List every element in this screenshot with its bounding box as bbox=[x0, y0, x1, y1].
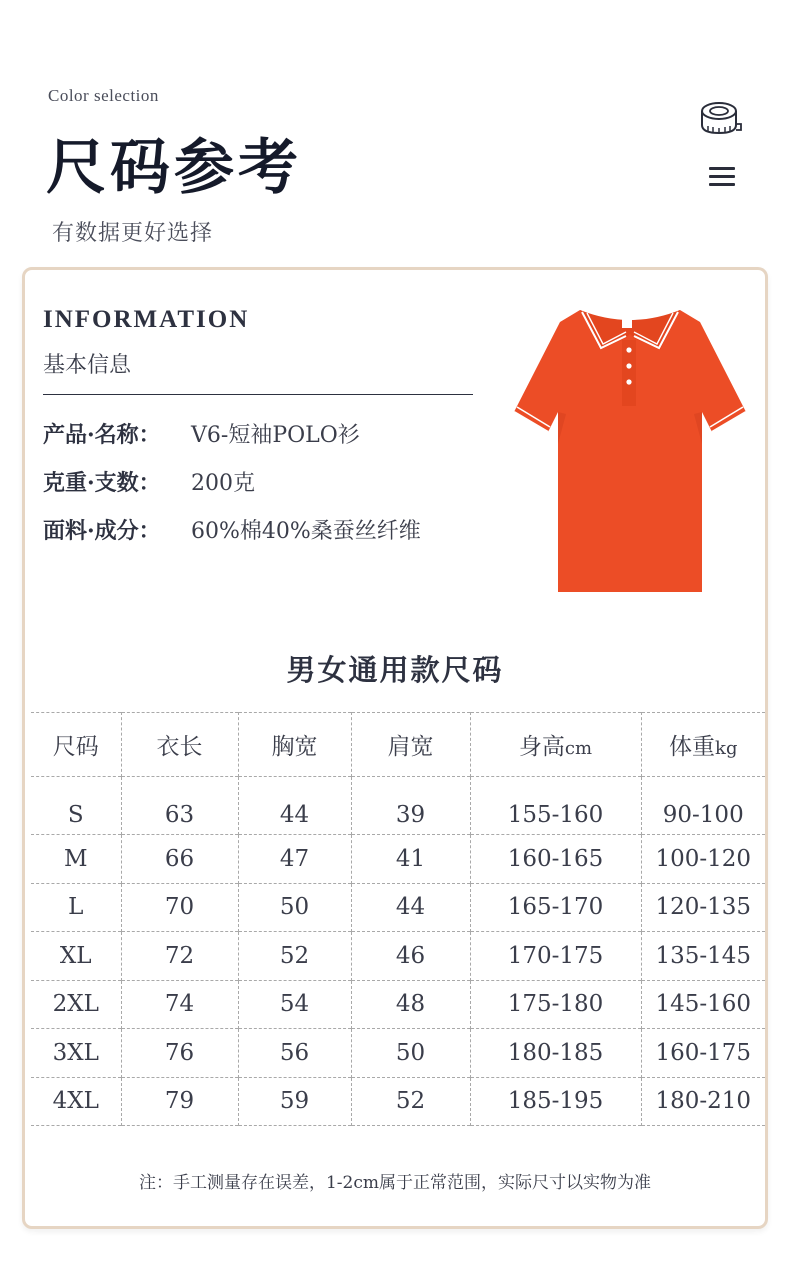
size-table bbox=[31, 712, 765, 1126]
table-cell: 66 bbox=[121, 835, 238, 884]
spec-value: 60%棉40%桑蚕丝纤维 bbox=[191, 519, 421, 544]
table-cell: L bbox=[68, 894, 84, 921]
table-cell: 50 bbox=[238, 883, 351, 932]
table-cell: 145-160 bbox=[641, 980, 765, 1029]
table-cell: 180-185 bbox=[470, 1029, 641, 1078]
table-cell: 74 bbox=[121, 980, 238, 1029]
table-cell: 160-175 bbox=[641, 1029, 765, 1078]
table-cell: 155-160 bbox=[470, 777, 641, 835]
table-cell: 47 bbox=[238, 835, 351, 884]
column-header: 体重kg bbox=[641, 713, 765, 777]
table-cell: 54 bbox=[238, 980, 351, 1029]
table-row bbox=[31, 980, 765, 1029]
subtitle-en: Color selection bbox=[48, 86, 159, 105]
info-card bbox=[22, 267, 768, 1229]
table-cell: 2XL bbox=[52, 991, 99, 1018]
table-cell: 63 bbox=[121, 777, 238, 835]
column-header: 衣长 bbox=[121, 713, 238, 777]
table-cell: 180-210 bbox=[641, 1077, 765, 1126]
spec-value: V6-短袖POLO衫 bbox=[191, 423, 360, 448]
table-row bbox=[31, 1077, 765, 1126]
tape-measure-icon bbox=[700, 100, 742, 138]
table-cell: 72 bbox=[121, 932, 238, 981]
table-cell: 41 bbox=[351, 835, 470, 884]
column-header: 肩宽 bbox=[351, 713, 470, 777]
table-cell: 160-165 bbox=[470, 835, 641, 884]
table-cell: M bbox=[63, 845, 88, 872]
table-cell: 48 bbox=[351, 980, 470, 1029]
table-cell: 59 bbox=[238, 1077, 351, 1126]
table-cell: 4XL bbox=[52, 1088, 99, 1115]
polo-shirt-image bbox=[510, 304, 750, 594]
table-cell: 135-145 bbox=[641, 932, 765, 981]
menu-icon[interactable] bbox=[709, 167, 735, 189]
info-heading: INFORMATION bbox=[43, 306, 250, 333]
table-cell: 90-100 bbox=[641, 777, 765, 835]
table-cell: 46 bbox=[351, 932, 470, 981]
table-cell: 3XL bbox=[52, 1039, 99, 1066]
info-subheading: 基本信息 bbox=[43, 353, 132, 378]
table-cell: 56 bbox=[238, 1029, 351, 1078]
table-cell: 170-175 bbox=[470, 932, 641, 981]
table-cell: 100-120 bbox=[641, 835, 765, 884]
table-cell: 175-180 bbox=[470, 980, 641, 1029]
table-cell: 76 bbox=[121, 1029, 238, 1078]
table-cell: 52 bbox=[351, 1077, 470, 1126]
spec-row-weight bbox=[43, 466, 255, 497]
table-cell: 120-135 bbox=[641, 883, 765, 932]
table-cell: 44 bbox=[238, 777, 351, 835]
table-cell: 79 bbox=[121, 1077, 238, 1126]
table-row bbox=[31, 835, 765, 884]
table-cell: 50 bbox=[351, 1029, 470, 1078]
table-row bbox=[31, 777, 765, 835]
tagline: 有数据更好选择 bbox=[52, 221, 214, 246]
spec-row-fabric bbox=[43, 514, 421, 545]
table-cell: 70 bbox=[121, 883, 238, 932]
table-header-row bbox=[31, 713, 765, 777]
table-cell: 44 bbox=[351, 883, 470, 932]
table-row bbox=[31, 1029, 765, 1078]
divider bbox=[43, 394, 473, 395]
table-cell: S bbox=[67, 801, 84, 828]
table-row bbox=[31, 932, 765, 981]
measurement-note: 注：手工测量存在误差，1-2cm属于正常范围，实际尺寸以实物为准 bbox=[138, 1173, 652, 1193]
column-header: 身高cm bbox=[470, 713, 641, 777]
column-header: 尺码 bbox=[52, 734, 99, 760]
column-header: 胸宽 bbox=[238, 713, 351, 777]
page-title: 尺码参考 bbox=[46, 133, 302, 203]
table-cell: 39 bbox=[351, 777, 470, 835]
spec-value: 200克 bbox=[191, 471, 255, 496]
table-cell: 185-195 bbox=[470, 1077, 641, 1126]
spec-label: 产品·名称： bbox=[43, 422, 161, 448]
spec-label: 面料·成分： bbox=[43, 518, 161, 544]
table-row bbox=[31, 883, 765, 932]
table-cell: XL bbox=[59, 942, 92, 969]
size-table-title: 男女通用款尺码 bbox=[286, 653, 504, 687]
spec-label: 克重·支数： bbox=[43, 470, 161, 496]
spec-row-name bbox=[43, 418, 360, 449]
table-cell: 52 bbox=[238, 932, 351, 981]
table-cell: 165-170 bbox=[470, 883, 641, 932]
